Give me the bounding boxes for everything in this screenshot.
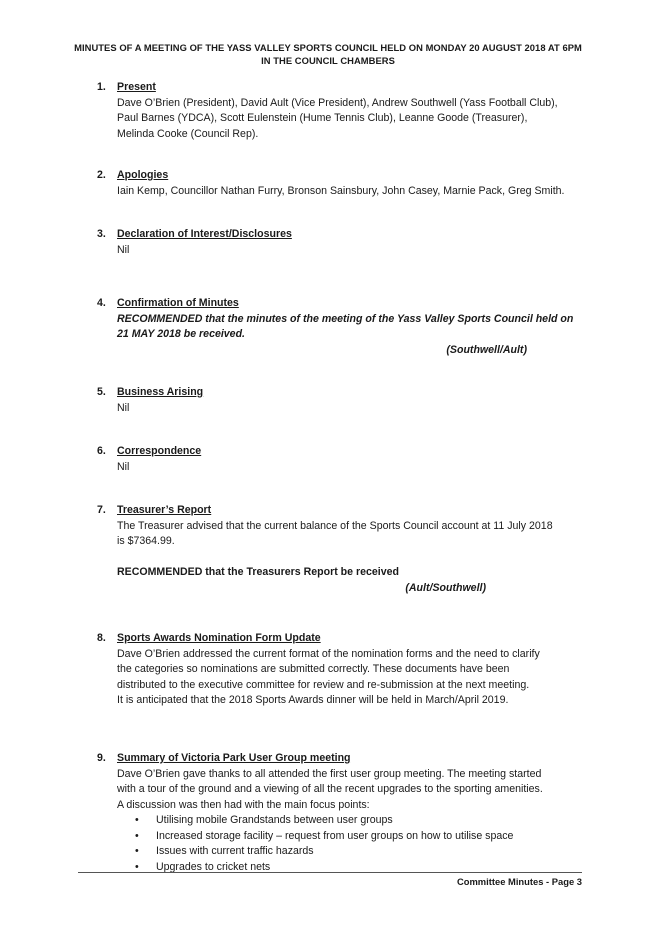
item-sports-awards-nomination	[97, 631, 597, 709]
body-line: Dave O’Brien (President), David Ault (Vice President), Andrew Southwell (Yass Football Club),	[117, 96, 558, 109]
body-line: Nil	[117, 243, 130, 256]
item-number: 5.	[97, 386, 106, 398]
item-heading: Business Arising	[117, 386, 204, 398]
body-line: distributed to the executive committee for review and re-submission at the next meeting.	[117, 678, 530, 691]
item-number: 1.	[97, 81, 106, 93]
item-number: 7.	[97, 504, 106, 516]
body-line: with a tour of the ground and a viewing of all the recent upgrades to the sporting amenities.	[117, 783, 543, 795]
recommendation-line: RECOMMENDED that the minutes of the meeting of the Yass Valley Sports Council held on	[117, 312, 574, 325]
item-body	[117, 168, 597, 199]
focus-points-list	[117, 813, 597, 875]
item-number: 9.	[97, 752, 106, 764]
item-heading: Apologies	[117, 169, 169, 181]
list-item-text: Upgrades to cricket nets	[156, 860, 271, 873]
item-heading: Summary of Victoria Park User Group meeting	[117, 752, 351, 764]
bullet-icon: •	[135, 845, 139, 857]
list-item-text: Utilising mobile Grandstands between user groups	[156, 814, 393, 826]
list-item-text: Increased storage facility – request from user groups on how to utilise space	[156, 829, 514, 842]
item-correspondence	[97, 444, 597, 475]
item-declaration-of-interest	[97, 227, 597, 258]
list-item	[117, 813, 597, 829]
item-business-arising	[97, 385, 597, 416]
item-number: 2.	[97, 169, 106, 181]
recommendation-line: RECOMMENDED that the Treasurers Report be received	[117, 566, 399, 578]
item-present	[97, 80, 597, 142]
item-heading: Correspondence	[117, 445, 202, 457]
list-item	[117, 829, 597, 845]
item-confirmation-of-minutes	[97, 296, 597, 358]
item-heading: Declaration of Interest/Disclosures	[117, 228, 292, 240]
item-body	[117, 751, 597, 875]
body-line: Iain Kemp, Councillor Nathan Furry, Bronson Sainsbury, John Casey, Marnie Pack, Greg Smith.	[117, 184, 565, 197]
mover-seconder: (Ault/Southwell)	[405, 581, 486, 594]
item-victoria-park-summary	[97, 751, 597, 875]
item-treasurers-report	[97, 503, 597, 596]
body-line: Melinda Cooke (Council Rep).	[117, 127, 259, 140]
item-number: 4.	[97, 297, 106, 309]
item-heading: Treasurer’s Report	[117, 504, 212, 516]
body-line: Dave O’Brien addressed the current format of the nomination forms and the need to clarify	[117, 647, 540, 660]
item-apologies	[97, 168, 597, 199]
body-line: the categories so nominations are submitted correctly. These documents have been	[117, 663, 510, 675]
body-line: is $7364.99.	[117, 535, 175, 547]
body-line: It is anticipated that the 2018 Sports Awards dinner will be held in March/April 2019.	[117, 694, 509, 706]
body-line: A discussion was then had with the main focus points:	[117, 798, 370, 811]
footer-page-label: Committee Minutes - Page 3	[456, 876, 582, 887]
bullet-icon: •	[135, 829, 139, 842]
body-line: Paul Barnes (YDCA), Scott Eulenstein (Hume Tennis Club), Leanne Goode (Treasurer),	[117, 112, 528, 124]
title-line-2: IN THE COUNCIL CHAMBERS	[261, 55, 395, 66]
title-line-1: MINUTES OF A MEETING OF THE YASS VALLEY SPORTS COUNCIL HELD ON MONDAY 20 AUGUST 2018 AT 6PM	[74, 42, 582, 53]
item-number: 6.	[97, 445, 106, 457]
list-item-text: Issues with current traffic hazards	[156, 845, 314, 857]
item-heading: Sports Awards Nomination Form Update	[117, 632, 321, 644]
mover-seconder: (Southwell/Ault)	[446, 343, 527, 356]
body-line: Nil	[117, 401, 130, 414]
item-heading: Confirmation of Minutes	[117, 297, 239, 309]
document-title	[40, 41, 616, 67]
item-body	[117, 80, 597, 142]
body-line: Dave O’Brien gave thanks to all attended the first user group meeting. The meeting started	[117, 767, 542, 780]
recommendation-line: 21 MAY 2018 be received.	[117, 328, 245, 340]
footer-divider	[78, 872, 582, 873]
bullet-icon: •	[135, 814, 139, 826]
item-number: 8.	[97, 632, 106, 644]
spacer	[117, 550, 597, 566]
bullet-icon: •	[135, 860, 139, 873]
list-item	[117, 844, 597, 860]
item-heading: Present	[117, 81, 156, 93]
body-line: Nil	[117, 460, 130, 473]
body-line: The Treasurer advised that the current balance of the Sports Council account at 11 July 2018	[117, 519, 553, 532]
item-number: 3.	[97, 228, 106, 240]
